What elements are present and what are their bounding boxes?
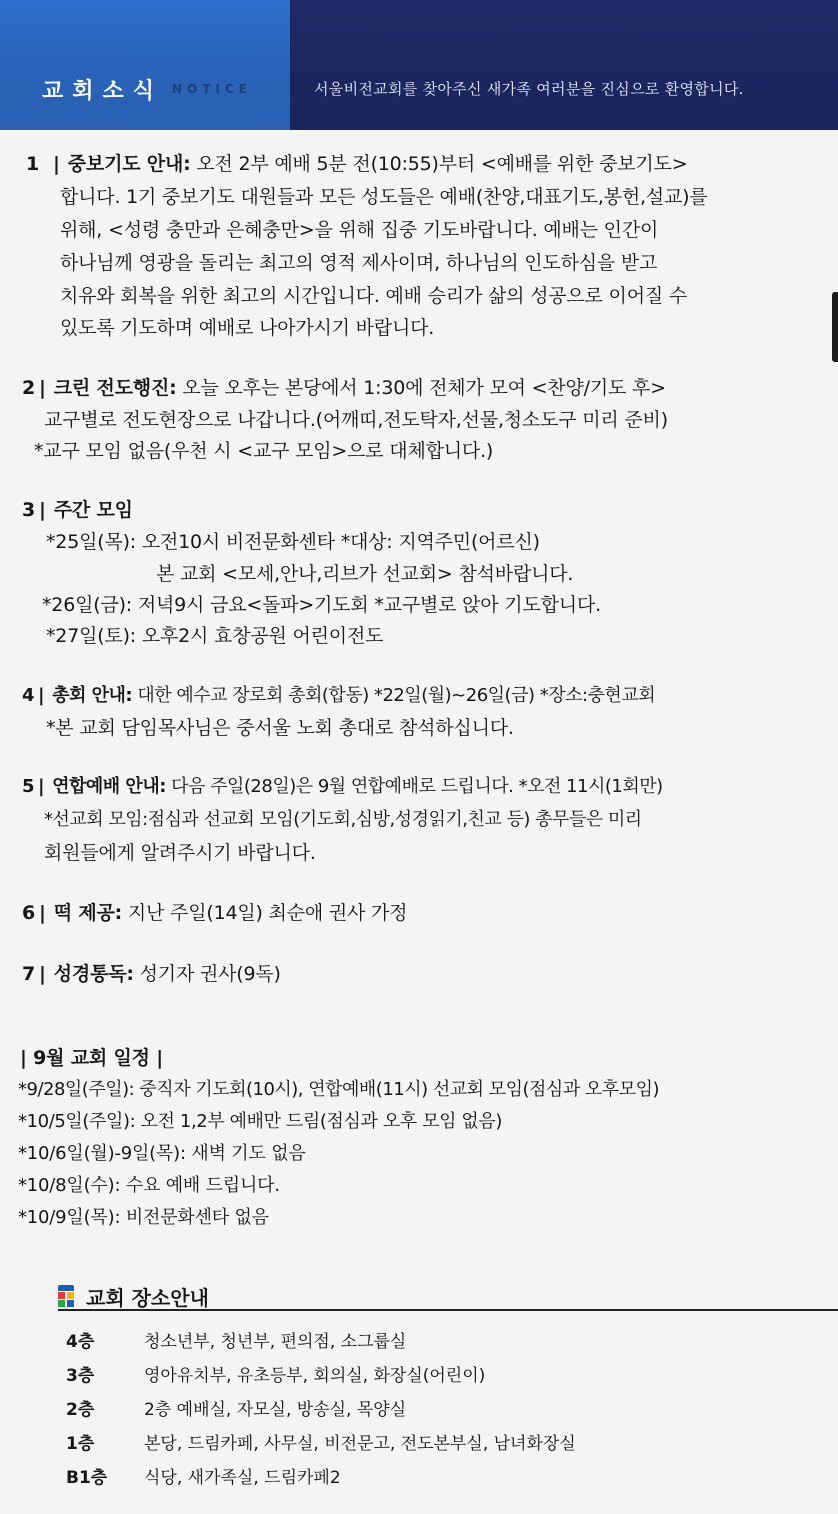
notice-number: 7 xyxy=(22,963,36,985)
notice-banner xyxy=(0,0,838,130)
floor-row xyxy=(60,1325,406,1353)
notice-3-line-1: *25일(목): 오전10시 비전문화센타 *대상: 지역주민(어르신) xyxy=(46,531,540,553)
notice-label: 떡 제공: xyxy=(53,902,123,924)
notice-1-line-5: 치유와 회복을 위한 최고의 시간입니다. 예배 승리가 삶의 성공으로 이어질 수 xyxy=(60,285,688,307)
notice-6-heading: 6 | 떡 제공: 지난 주일(14일) 최순애 권사 가정 xyxy=(22,902,408,924)
floor-label: B1층 xyxy=(66,1467,108,1488)
notice-3-line-3: *26일(금): 저녁9시 금요<돌파>기도회 *교구별로 앉아 기도합니다. xyxy=(42,594,601,616)
notice-number: 6 xyxy=(22,902,36,924)
notice-5-line-3: 회원들에게 알려주시기 바랍니다. xyxy=(44,842,316,864)
notice-number: 1 xyxy=(26,153,40,175)
floor-label: 4층 xyxy=(66,1331,95,1352)
schedule-item: *10/5일(주일): 오전 1,2부 예배만 드림(점심과 오후 모임 없음) xyxy=(18,1111,503,1132)
church-building-icon xyxy=(58,1285,74,1307)
notice-number: 2 xyxy=(22,377,36,399)
banner-left-panel xyxy=(0,0,290,130)
notice-4-heading: 4 | 총회 안내: 대한 예수교 장로회 총회(합동) *22일(월)~26일(금) *장소:충현교회 xyxy=(22,685,656,706)
banner-right-panel xyxy=(290,0,838,130)
floor-rooms: 청소년부, 청년부, 편의점, 소그룹실 xyxy=(144,1331,407,1352)
notice-1-heading: 1 | 중보기도 안내: 오전 2부 예배 5분 전(10:55)부터 <예배를 위한 중보기도> xyxy=(26,153,688,175)
notice-label: 중보기도 안내: xyxy=(67,153,191,175)
notice-number: 3 xyxy=(22,499,36,521)
venue-title: 교회 장소안내 xyxy=(86,1285,209,1310)
floor-label: 2층 xyxy=(66,1399,95,1420)
banner-subtitle: NOTICE xyxy=(172,82,252,96)
notice-text: 오전 2부 예배 5분 전(10:55)부터 <예배를 위한 중보기도> xyxy=(190,153,688,175)
notice-1-line-4: 하나님께 영광을 돌리는 최고의 영적 제사이며, 하나님의 인도하심을 받고 xyxy=(60,252,658,274)
venue-header xyxy=(58,1281,209,1311)
floor-rooms: 영아유치부, 유초등부, 회의실, 화장실(어린이) xyxy=(144,1365,486,1386)
notice-text: 다음 주일(28일)은 9월 연합예배로 드립니다. *오전 11시(1회만) xyxy=(165,776,663,797)
floor-row xyxy=(60,1427,576,1455)
notice-1-line-6: 있도록 기도하며 예배로 나아가시기 바랍니다. xyxy=(60,317,435,339)
schedule-item: *9/28일(주일): 중직자 기도회(10시), 연합예배(11시) 선교회 모임(점심과 오후모임) xyxy=(18,1079,659,1100)
notice-text: 성기자 권사(9독) xyxy=(133,963,281,985)
notice-3-line-2: 본 교회 <모세,안나,리브가 선교회> 참석바랍니다. xyxy=(156,563,574,585)
notice-number: 4 xyxy=(22,685,35,706)
notice-2-line-2: 교구별로 전도현장으로 나갑니다.(어깨띠,전도탁자,선물,청소도구 미리 준비) xyxy=(44,409,668,431)
banner-title: 교회소식 xyxy=(42,78,164,104)
schedule-item: *10/8일(수): 수요 예배 드립니다. xyxy=(18,1175,280,1196)
notice-label: 크린 전도행진: xyxy=(53,377,177,399)
notice-1-line-3: 위해, <성령 충만과 은혜충만>을 위해 집중 기도바랍니다. 예배는 인간이 xyxy=(60,219,659,241)
notice-2-line-3: *교구 모임 없음(우천 시 <교구 모임>으로 대체합니다.) xyxy=(34,440,494,462)
notice-label: 주간 모임 xyxy=(53,499,133,521)
floor-label: 1층 xyxy=(66,1433,95,1454)
schedule-title: | 9월 교회 일정 | xyxy=(20,1047,163,1069)
notice-5-line-2: *선교회 모임:점심과 선교회 모임(기도회,심방,성경읽기,친교 등) 총무들은 미리 xyxy=(44,809,642,830)
floor-row xyxy=(60,1393,406,1421)
welcome-message: 서울비전교회를 찾아주신 새가족 여러분을 진심으로 환영합니다. xyxy=(314,80,744,98)
notice-label: 총회 안내: xyxy=(52,685,133,706)
floor-rooms: 본당, 드림카페, 사무실, 비전문고, 전도본부실, 남녀화장실 xyxy=(144,1433,576,1454)
notice-4-line-2: *본 교회 담임목사님은 중서울 노회 총대로 참석하십니다. xyxy=(46,717,514,739)
floor-row xyxy=(60,1359,485,1387)
floor-rooms: 2층 예배실, 자모실, 방송실, 목양실 xyxy=(144,1399,407,1420)
floor-label: 3층 xyxy=(66,1365,95,1386)
notice-label: 연합예배 안내: xyxy=(52,776,166,797)
floor-rooms: 식당, 새가족실, 드림카페2 xyxy=(144,1467,341,1488)
schedule-item: *10/6일(월)-9일(목): 새벽 기도 없음 xyxy=(18,1143,306,1164)
notice-label: 성경통독: xyxy=(53,963,134,985)
notice-number: 5 xyxy=(22,776,35,797)
scroll-indicator xyxy=(832,292,838,362)
notice-1-line-2: 합니다. 1기 중보기도 대원들과 모든 성도들은 예배(찬양,대표기도,봉헌,설교)를 xyxy=(60,186,708,208)
notice-text: 지난 주일(14일) 최순애 권사 가정 xyxy=(122,902,408,924)
notice-3-heading: 3 | 주간 모임 xyxy=(22,499,133,521)
venue-divider xyxy=(58,1309,838,1311)
notice-3-line-4: *27일(토): 오후2시 효창공원 어린이전도 xyxy=(46,625,384,647)
notice-text: 대한 예수교 장로회 총회(합동) *22일(월)~26일(금) *장소:충현교회 xyxy=(132,685,656,706)
notice-2-heading: 2 | 크린 전도행진: 오늘 오후는 본당에서 1:30에 전체가 모여 <찬양/기도 후> xyxy=(22,377,666,399)
notice-text: 오늘 오후는 본당에서 1:30에 전체가 모여 <찬양/기도 후> xyxy=(176,377,666,399)
schedule-item: *10/9일(목): 비전문화센타 없음 xyxy=(18,1207,269,1228)
notice-5-heading: 5 | 연합예배 안내: 다음 주일(28일)은 9월 연합예배로 드립니다. *오전 11시(1회만) xyxy=(22,776,663,797)
notice-7-heading: 7 | 성경통독: 성기자 권사(9독) xyxy=(22,963,281,985)
floor-row xyxy=(60,1461,341,1489)
